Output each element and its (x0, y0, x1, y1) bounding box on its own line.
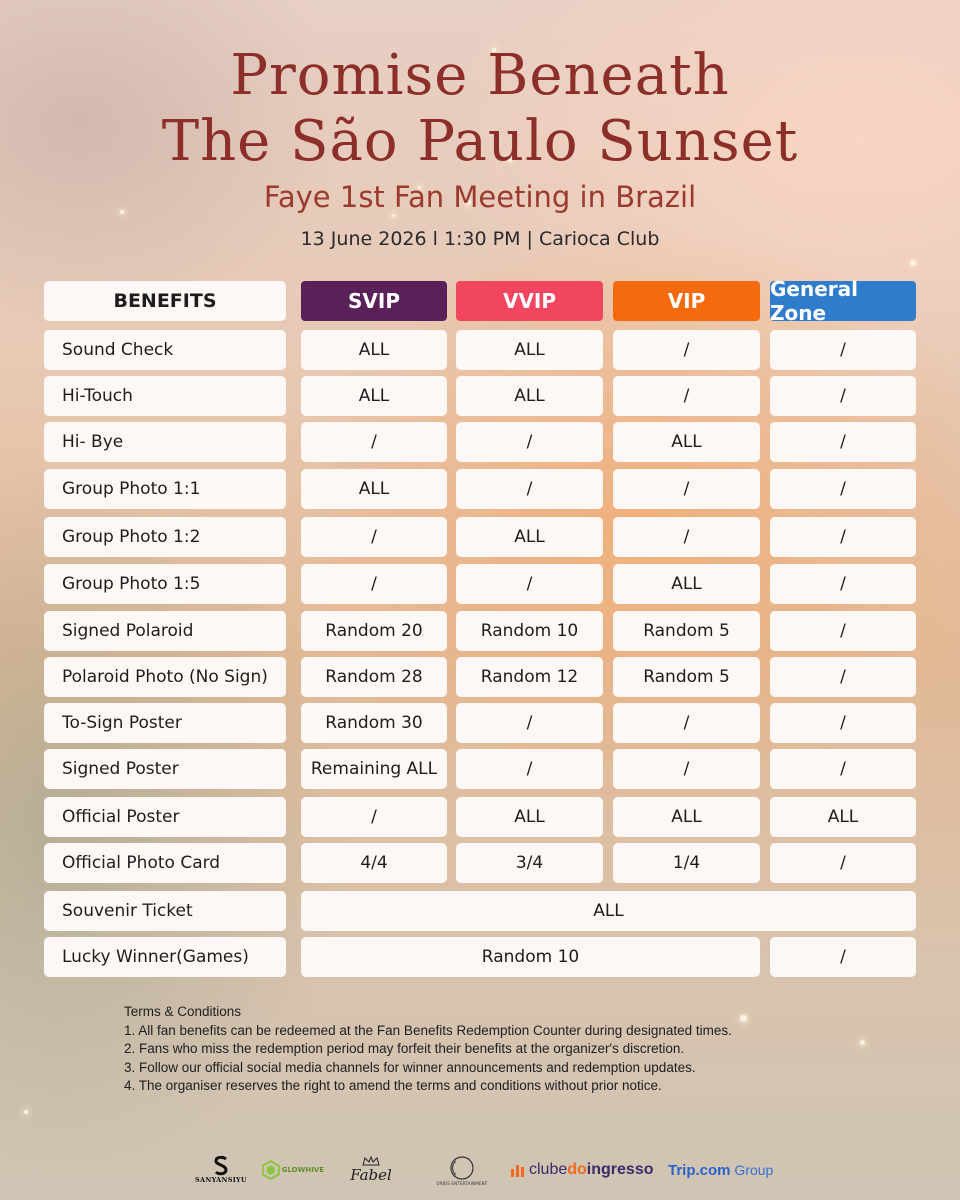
sparkle (24, 1110, 28, 1114)
benefit-label: Group Photo 1:1 (44, 469, 286, 509)
benefit-label: Group Photo 1:2 (44, 517, 286, 557)
sparkle (392, 214, 395, 217)
orbis-circle-icon (449, 1155, 475, 1181)
vip-value: / (613, 749, 760, 789)
all-tiers-value: ALL (301, 891, 916, 931)
benefit-label: Lucky Winner(Games) (44, 937, 286, 977)
general-zone-value: / (770, 422, 916, 462)
benefit-label: Hi-Touch (44, 376, 286, 416)
general-zone-value: / (770, 611, 916, 651)
general-zone-value: ALL (770, 797, 916, 837)
crown-icon (362, 1156, 380, 1166)
vip-value: 1/4 (613, 843, 760, 883)
svip-value: / (301, 422, 447, 462)
svip-vvip-vip-value: Random 10 (301, 937, 760, 977)
sparkle (910, 260, 916, 266)
vip-value: ALL (613, 797, 760, 837)
terms-and-conditions (124, 1003, 732, 1096)
benefit-label: Souvenir Ticket (44, 891, 286, 931)
svip-value: ALL (301, 376, 447, 416)
sanyansiyu-logo (188, 1150, 254, 1190)
general-zone-value: / (770, 937, 916, 977)
vvip-value: Random 10 (456, 611, 603, 651)
svip-value: Random 30 (301, 703, 447, 743)
vip-value: / (613, 376, 760, 416)
sanyansiyu-mark-icon (212, 1156, 230, 1176)
terms-item: 3. Follow our official social media channels for winner announcements and redemption updates. (124, 1059, 696, 1075)
clubedoingresso-logo (510, 1150, 676, 1190)
general-zone-value: / (770, 517, 916, 557)
fabel-text: Fabel (350, 1166, 392, 1184)
svip-value: ALL (301, 330, 447, 370)
sponsor-logos (0, 1150, 960, 1190)
bar-chart-icon (510, 1162, 526, 1178)
vip-value: Random 5 (613, 657, 760, 697)
vip-value: / (613, 703, 760, 743)
vip-value: ALL (613, 564, 760, 604)
fabel-logo (342, 1150, 400, 1190)
vvip-value: / (456, 469, 603, 509)
general-zone-value: / (770, 376, 916, 416)
general-zone-value: / (770, 749, 916, 789)
vip-value: Random 5 (613, 611, 760, 651)
vvip-value: / (456, 749, 603, 789)
title-line-1: Promise Beneath (230, 43, 730, 108)
benefit-label: Signed Polaroid (44, 611, 286, 651)
general-zone-value: / (770, 469, 916, 509)
terms-item: 4. The organiser reserves the right to amend the terms and conditions without prior notice. (124, 1078, 662, 1093)
date-venue-line: 13 June 2026 l 1:30 PM | Carioca Club (300, 228, 660, 250)
glowhive-logo (262, 1150, 324, 1190)
subtitle: Faye 1st Fan Meeting in Brazil (263, 180, 697, 214)
vvip-value: 3/4 (456, 843, 603, 883)
svip-value: Remaining ALL (301, 749, 447, 789)
general-zone-value: / (770, 564, 916, 604)
svip-value: / (301, 517, 447, 557)
benefit-label: Polaroid Photo (No Sign) (44, 657, 286, 697)
vvip-value: ALL (456, 330, 603, 370)
sparkle (740, 1015, 747, 1022)
vvip-value: / (456, 422, 603, 462)
benefit-label: Sound Check (44, 330, 286, 370)
vvip-value: Random 12 (456, 657, 603, 697)
glowhive-hexagon-icon (262, 1158, 280, 1182)
clubedoingresso-text (529, 1161, 653, 1179)
title-line-2: The São Paulo Sunset (161, 109, 799, 174)
vvip-value: ALL (456, 797, 603, 837)
clube-text: clube (529, 1161, 568, 1178)
tripcom-text: Trip.com (668, 1161, 731, 1179)
vvip-value: ALL (456, 517, 603, 557)
sanyansiyu-text: SANYANSIYU (195, 1176, 247, 1184)
vip-value: / (613, 330, 760, 370)
orbis-logo (432, 1150, 492, 1190)
general-zone-value: / (770, 657, 916, 697)
tripcom-group-logo (668, 1150, 774, 1190)
sparkle (860, 1040, 865, 1045)
tier-header-vvip: VVIP (456, 281, 603, 321)
tier-header-general-zone: General Zone (770, 281, 916, 321)
benefit-label: Hi- Bye (44, 422, 286, 462)
orbis-text: ORBIS ENTERTAINMENT (436, 1180, 488, 1186)
vip-value: / (613, 517, 760, 557)
do-text: do (567, 1161, 587, 1178)
benefit-label: Group Photo 1:5 (44, 564, 286, 604)
benefit-label: To-Sign Poster (44, 703, 286, 743)
terms-item: 2. Fans who miss the redemption period may forfeit their benefits at the organizer's discretion. (124, 1041, 685, 1056)
general-zone-value: / (770, 330, 916, 370)
svip-value: / (301, 564, 447, 604)
svip-value: / (301, 797, 447, 837)
vip-value: ALL (613, 422, 760, 462)
svip-value: 4/4 (301, 843, 447, 883)
vip-value: / (613, 469, 760, 509)
benefits-header: BENEFITS (44, 281, 286, 321)
vvip-value: ALL (456, 376, 603, 416)
ingresso-text: ingresso (586, 1161, 654, 1178)
general-zone-value: / (770, 843, 916, 883)
vvip-value: / (456, 703, 603, 743)
benefit-label: Signed Poster (44, 749, 286, 789)
vvip-value: / (456, 564, 603, 604)
tier-header-vip: VIP (613, 281, 760, 321)
benefit-label: Official Photo Card (44, 843, 286, 883)
svip-value: Random 28 (301, 657, 447, 697)
terms-item: 1. All fan benefits can be redeemed at the Fan Benefits Redemption Counter during designated times. (124, 1022, 732, 1038)
svip-value: ALL (301, 469, 447, 509)
tier-header-svip: SVIP (301, 281, 447, 321)
general-zone-value: / (770, 703, 916, 743)
group-text: Group (730, 1162, 774, 1178)
terms-title: Terms & Conditions (124, 1004, 242, 1019)
svip-value: Random 20 (301, 611, 447, 651)
glowhive-text: GLOWHIVE (281, 1166, 324, 1174)
benefit-label: Official Poster (44, 797, 286, 837)
